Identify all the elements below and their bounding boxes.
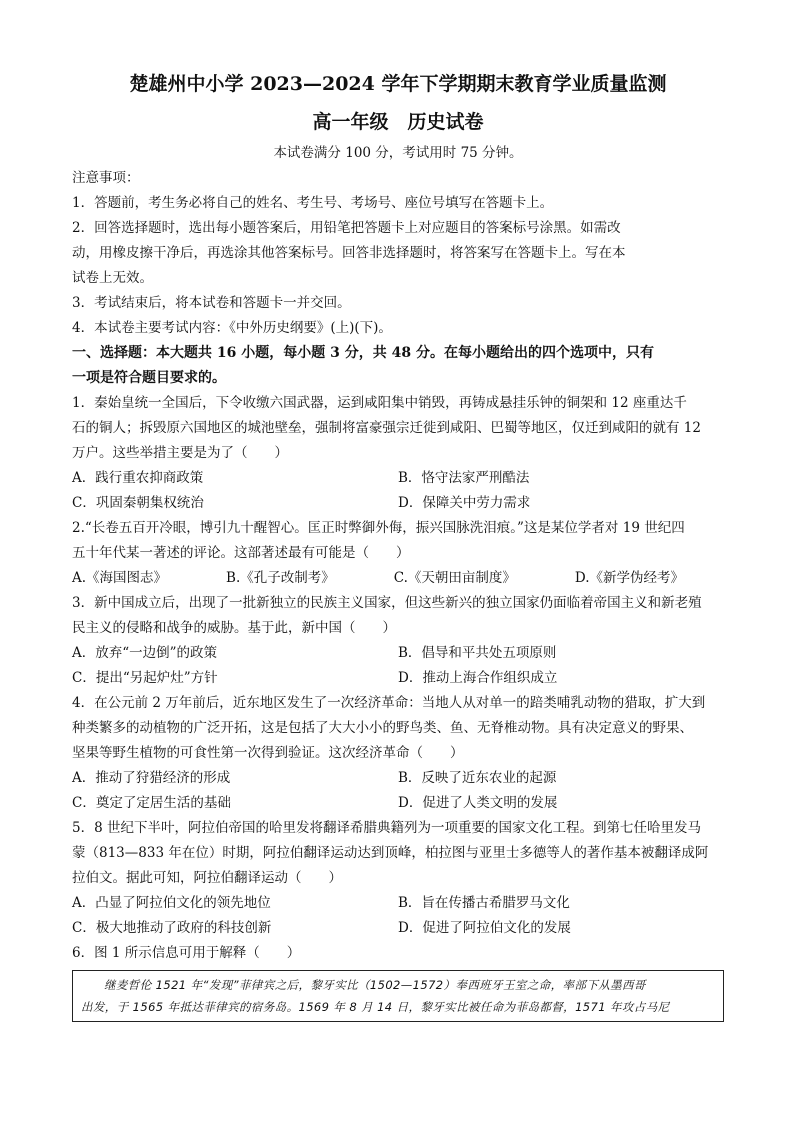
question-stem: 种类繁多的动植物的广泛开拓，这是包括了大大小小的野鸟类、鱼、无脊椎动物。具有决定意义的野果、	[72, 720, 693, 736]
option-b: B．旨在传播古希腊罗马文化	[398, 895, 570, 911]
exam-title: 楚雄州中小学 2023—2024 学年下学期期末教育学业质量监测	[129, 73, 667, 95]
note-line: 2．回答选择题时，选出每小题答案后，用铅笔把答题卡上对应题目的答案标号涂黑。如需改	[72, 220, 621, 236]
note-line: 试卷上无效。	[72, 270, 153, 286]
option-row	[72, 766, 724, 791]
option-d: D．保障关中劳力需求	[398, 495, 531, 511]
option-c: C．奠定了定居生活的基础	[72, 795, 231, 811]
question-stem: 五十年代某一著述的评论。这部著述最有可能是（ ）	[72, 545, 410, 561]
option-row	[72, 641, 724, 666]
question-3	[72, 591, 724, 691]
option-a: A．凸显了阿拉伯文化的领先地位	[72, 895, 271, 911]
question-stem: 石的铜人；拆毁原六国地区的城池壁垒，强制将富豪强宗迁徙到咸阳、巴蜀等地区，仅迁到咸阳的就有 12	[72, 420, 701, 436]
option-row	[72, 491, 724, 516]
question-stem: 坚果等野生植物的可食性第一次得到验证。这次经济革命（ ）	[72, 745, 464, 761]
notes-heading: 注意事项：	[72, 170, 140, 186]
option-b: B．恪守法家严刑酷法	[398, 470, 530, 486]
option-a: A．推动了狩猎经济的形成	[72, 770, 231, 786]
question-stem: 拉伯文。据此可知，阿拉伯翻译运动（ ）	[72, 870, 342, 886]
question-stem: 民主义的侵略和战争的威胁。基于此，新中国（ ）	[72, 620, 396, 636]
question-stem: 4．在公元前 2 万年前后，近东地区发生了一次经济革命：当地人从对单一的踣类哺乳动物的猎取，扩大到	[72, 695, 706, 711]
option-row	[72, 666, 724, 691]
option-c: C．极大地推动了政府的科技创新	[72, 920, 272, 936]
option-d: D．促进了人类文明的发展	[398, 795, 558, 811]
option-a: A．放弃“一边倒”的政策	[72, 645, 218, 661]
exam-page	[72, 70, 724, 1022]
option-row	[72, 466, 724, 491]
question-1	[72, 391, 724, 516]
material-box	[72, 970, 724, 1022]
option-a: A.《海国图志》	[72, 570, 168, 586]
section-heading-line: 一项是符合题目要求的。	[72, 370, 226, 386]
option-row	[72, 891, 724, 916]
question-stem: 万户。这些举措主要是为了（ ）	[72, 445, 288, 461]
note-line: 1．答题前，考生务必将自己的姓名、考生号、考场号、座位号填写在答题卡上。	[72, 195, 554, 211]
question-2	[72, 516, 724, 591]
option-c: C．提出“另起炉灶”方针	[72, 670, 218, 686]
option-b: B．倡导和平共处五项原则	[398, 645, 557, 661]
section-heading-line: 一、选择题：本大题共 16 小题，每小题 3 分，共 48 分。在每小题给出的四个选项中，只有	[72, 345, 654, 361]
note-line: 动，用橡皮擦干净后，再选涂其他答案标号。回答非选择题时，将答案写在答题卡上。写在本	[72, 245, 626, 261]
question-stem: 5．8 世纪下半叶，阿拉伯帝国的哈里发将翻译希腊典籍列为一项重要的国家文化工程。到第七任哈里发马	[72, 820, 701, 836]
option-d: D．促进了阿拉伯文化的发展	[398, 920, 571, 936]
question-5	[72, 816, 724, 941]
material-line: 出发，于 1565 年抵达菲律宾的宿务岛。1569 年 8 月 14 日，黎牙实比被任命为菲岛都督，1571 年攻占马尼	[81, 1000, 670, 1014]
option-row	[72, 916, 724, 941]
exam-subtitle: 高一年级 历史试卷	[312, 111, 484, 133]
option-d: D．推动上海合作组织成立	[398, 670, 558, 686]
question-6	[72, 941, 724, 1022]
section-heading	[72, 341, 724, 391]
option-d: D.《新学伪经考》	[574, 570, 684, 586]
question-stem: 蒙（813—833 年在位）时期，阿拉伯翻译运动达到顶峰，柏拉图与亚里士多德等人的著作基本被翻译成阿	[72, 845, 709, 861]
option-row	[72, 791, 724, 816]
option-b: B.《孔子改制考》	[226, 570, 335, 586]
question-4	[72, 691, 724, 816]
option-c: C.《天朝田亩制度》	[393, 570, 516, 586]
option-b: B．反映了近东农业的起源	[398, 770, 557, 786]
exam-info: 本试卷满分 100 分，考试用时 75 分钟。	[273, 145, 523, 161]
question-stem: 6．图 1 所示信息可用于解释（ ）	[72, 945, 301, 961]
option-row	[72, 566, 724, 591]
question-stem: 3．新中国成立后，出现了一批新独立的民族主义国家，但这些新兴的独立国家仍面临着帝国主义和新老殖	[72, 595, 702, 611]
note-line: 4．本试卷主要考试内容：《中外历史纲要》(上)(下)。	[72, 320, 392, 336]
option-c: C．巩固秦朝集权统治	[72, 495, 204, 511]
question-stem: 1．秦始皇统一全国后，下令收缴六国武器，运到咸阳集中销毁，再铸成悬挂乐钟的铜架和 12 座重达千	[72, 395, 687, 411]
question-stem: 2.“长卷五百开冷眼，博引九十醒智心。匡正时弊御外侮，振兴国脉洗泪痕。”这是某位学者对 19 世纪四	[72, 520, 685, 536]
option-a: A．践行重农抑商政策	[72, 470, 204, 486]
material-line: 继麦哲伦 1521 年“发现”菲律宾之后，黎牙实比（1502—1572）奉西班牙王室之命，率部下从墨西哥	[104, 978, 646, 992]
notes-section	[72, 166, 724, 341]
note-line: 3．考试结束后，将本试卷和答题卡一并交回。	[72, 295, 351, 311]
